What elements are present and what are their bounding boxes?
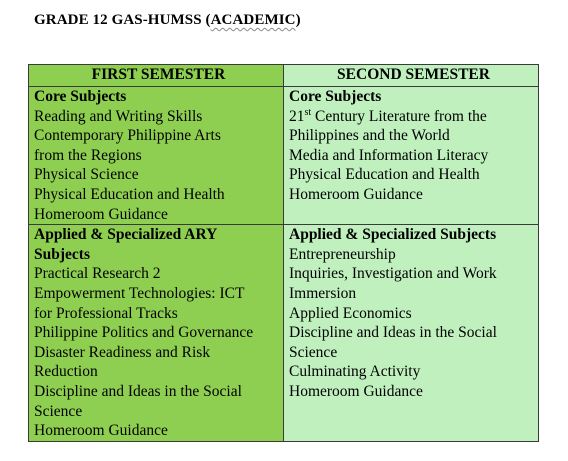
subject-item: Physical Education and Health bbox=[289, 166, 480, 184]
title-prefix: GRADE 12 GAS-HUMSS ( bbox=[34, 12, 211, 28]
subject-item: Practical Research 2 bbox=[34, 265, 161, 283]
subject-item: Physical Education and Health bbox=[34, 185, 225, 203]
subject-item: Philippine Politics and Governance bbox=[34, 324, 254, 342]
first-semester-applied-cell bbox=[29, 225, 284, 442]
document-title bbox=[34, 12, 301, 29]
subject-item: Disaster Readiness and Risk bbox=[34, 343, 211, 361]
first-semester-core-cell bbox=[29, 87, 284, 225]
semester-header-row bbox=[29, 65, 539, 87]
applied-subjects-heading: Applied & Specialized ARY bbox=[34, 226, 218, 244]
subject-item: Homeroom Guidance bbox=[34, 205, 168, 223]
subject-item: Discipline and Ideas in the Social bbox=[289, 324, 497, 342]
subject-item: Empowerment Technologies: ICT bbox=[34, 284, 245, 302]
title-suffix: ) bbox=[295, 12, 301, 28]
subject-item: Science bbox=[289, 343, 338, 361]
subject-item: Contemporary Philippine Arts bbox=[34, 127, 221, 145]
subject-item bbox=[289, 107, 538, 127]
subject-item: Media and Information Literacy bbox=[289, 146, 489, 164]
subject-item: Homeroom Guidance bbox=[289, 185, 423, 203]
title-spellcheck-word: ACADEMIC bbox=[210, 12, 296, 28]
subject-item: Physical Science bbox=[34, 166, 139, 184]
subject-item: Inquiries, Investigation and Work bbox=[289, 265, 497, 283]
subject-item: Homeroom Guidance bbox=[34, 422, 168, 440]
subject-item: Philippines and the World bbox=[289, 127, 450, 145]
subject-item: Science bbox=[34, 402, 83, 420]
subject-item: from the Regions bbox=[34, 146, 142, 164]
literature-title: Century Literature from the bbox=[311, 107, 487, 125]
second-semester-core-cell bbox=[284, 87, 539, 225]
curriculum-table bbox=[28, 64, 539, 442]
core-subjects-row bbox=[29, 87, 539, 225]
subject-item: Applied Economics bbox=[289, 304, 412, 322]
subject-item: Homeroom Guidance bbox=[289, 382, 423, 400]
subject-item: Discipline and Ideas in the Social bbox=[34, 382, 242, 400]
subject-item: Immersion bbox=[289, 284, 357, 302]
applied-subjects-heading-cont: Subjects bbox=[34, 245, 90, 263]
subject-item: Reduction bbox=[34, 363, 98, 381]
core-subjects-heading: Core Subjects bbox=[34, 88, 127, 105]
second-semester-header: SECOND SEMESTER bbox=[284, 65, 539, 87]
literature-number: 21 bbox=[289, 107, 305, 125]
subject-item: Culminating Activity bbox=[289, 363, 421, 381]
second-semester-applied-cell bbox=[284, 225, 539, 442]
subject-item: Reading and Writing Skills bbox=[34, 107, 203, 125]
core-subjects-heading: Core Subjects bbox=[289, 88, 382, 105]
first-semester-header: FIRST SEMESTER bbox=[29, 65, 284, 87]
applied-subjects-heading: Applied & Specialized Subjects bbox=[289, 226, 497, 244]
applied-subjects-row bbox=[29, 225, 539, 442]
subject-item: Entrepreneurship bbox=[289, 245, 396, 263]
literature-ordinal-suffix: st bbox=[304, 106, 312, 118]
subject-item: for Professional Tracks bbox=[34, 304, 178, 322]
